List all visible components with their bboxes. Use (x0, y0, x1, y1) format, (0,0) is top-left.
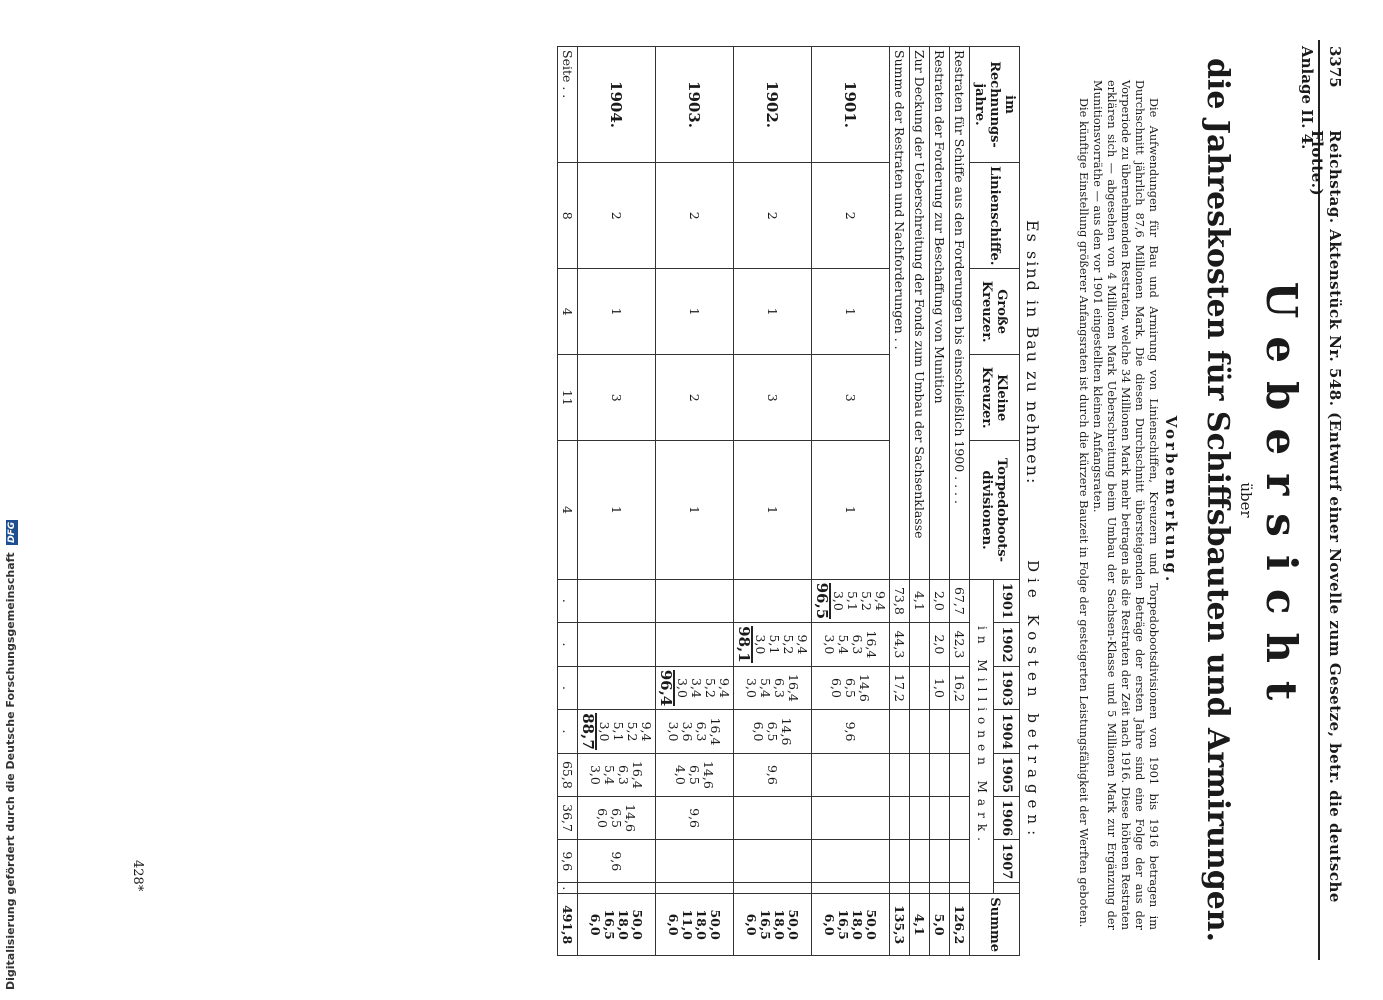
info-row-value (910, 840, 930, 883)
total-count: 4 (558, 269, 578, 355)
cost-cell (656, 753, 734, 796)
cost-value: 14,6 (857, 674, 873, 702)
cost-cell (578, 710, 656, 754)
cost-cell (812, 710, 890, 754)
info-row-value: 2,0 (930, 623, 950, 667)
info-row-value: 67,7 (950, 579, 970, 623)
ship-count: 3 (812, 355, 890, 441)
cost-value: 5,4 (602, 764, 618, 785)
ship-count: 1 (656, 441, 734, 579)
info-row-value (930, 753, 950, 796)
info-row-value (910, 666, 930, 710)
cost-value: 14,6 (701, 760, 717, 789)
info-row-value: 17,2 (890, 666, 910, 710)
total-row (558, 47, 578, 956)
ship-count: 2 (734, 163, 812, 269)
cost-cell (734, 840, 812, 883)
ship-count: 1 (734, 441, 812, 579)
summe-value: 50,0 (786, 909, 802, 940)
info-row-value: 73,8 (890, 579, 910, 623)
info-row-value (910, 710, 930, 754)
vorbemerkung-heading: Vorbemerkung. (1162, 415, 1180, 585)
info-row-label: Restraten der Forderung zur Beschaffung von Munition (930, 47, 950, 580)
cost-value: 3,0 (831, 590, 846, 611)
cost-cell (734, 796, 812, 839)
cost-cell (656, 710, 734, 754)
ship-count: 3 (734, 355, 812, 441)
total-year-value: . (558, 666, 578, 710)
cost-value: 6,5 (765, 721, 781, 742)
ship-count: 1 (578, 269, 656, 355)
year-total: 98,1 (735, 626, 753, 663)
info-row-value (930, 796, 950, 839)
cost-value: 5,2 (625, 721, 640, 742)
year-label: 1902. (734, 47, 812, 163)
info-row-label: Zur Deckung der Ueberschreitung der Fonds zum Umbau der Sachsenklasse (910, 47, 930, 580)
cost-value: 9,4 (873, 590, 888, 611)
header-year-1906: 1906 (994, 796, 1020, 839)
cost-value: 4,0 (673, 764, 689, 785)
rotated-sheet (110, 40, 1350, 960)
year-row (812, 47, 890, 956)
cost-cell (656, 623, 734, 667)
blank-cell (812, 883, 890, 894)
header-grosse-kreuzer: Große Kreuzer. (970, 269, 1020, 355)
cost-value: 9,4 (639, 721, 654, 742)
cost-value: 3,0 (675, 678, 690, 698)
info-row-summe: 4,1 (910, 894, 930, 956)
info-row-value (950, 710, 970, 754)
cost-cell (578, 796, 656, 839)
summe-value: 6,0 (588, 913, 604, 936)
info-row-value (910, 796, 930, 839)
header-year-1902: 1902 (994, 623, 1020, 667)
summe-value: 18,0 (850, 909, 866, 940)
page-number: 3375 (1326, 46, 1344, 88)
total-summe: 491,8 (558, 894, 578, 956)
cost-cell (578, 623, 656, 667)
total-count: 4 (558, 441, 578, 579)
cost-value: 6,5 (609, 808, 625, 829)
info-row-summe: 135,3 (890, 894, 910, 956)
die-kosten-label: Die Kosten betragen: (1024, 560, 1042, 842)
year-label: 1903. (656, 47, 734, 163)
cost-value: 6,3 (616, 764, 632, 785)
info-row-value (910, 623, 930, 667)
table-header-row (994, 47, 1020, 956)
total-year-value: . (558, 710, 578, 754)
cost-value: 6,5 (843, 678, 859, 698)
cost-value: 3,6 (680, 721, 696, 742)
total-year-value: 65,8 (558, 753, 578, 796)
total-count: 11 (558, 355, 578, 441)
info-row-summe: 126,2 (950, 894, 970, 956)
cost-cell (812, 666, 890, 710)
info-row-value: 16,2 (950, 666, 970, 710)
running-header (1308, 40, 1350, 960)
summe-value: 6,0 (822, 913, 838, 936)
info-row-value (950, 840, 970, 883)
cost-value: 9,6 (765, 764, 781, 785)
summe-value: 6,0 (744, 913, 760, 936)
header-year: im Rechnungs-jahre. (970, 47, 1020, 163)
cost-value: 5,1 (845, 590, 860, 611)
info-row-value (890, 753, 910, 796)
ship-count: 2 (656, 355, 734, 441)
cost-value: 5,2 (859, 590, 874, 611)
year-summe (578, 894, 656, 956)
cost-value: 6,0 (595, 808, 611, 829)
cost-value: 3,0 (588, 764, 604, 785)
page-mark: 428* (130, 860, 145, 892)
header-kleine-kreuzer: Kleine Kreuzer. (970, 355, 1020, 441)
info-row-value (890, 883, 910, 894)
total-year-value: . (558, 623, 578, 667)
ship-count: 2 (578, 163, 656, 269)
info-row-value (950, 753, 970, 796)
header-summe: Summe (970, 894, 1020, 956)
running-title: Reichstag. Aktenstück Nr. 548. (Entwurf einer Novelle zum Gesetze, betr. die deutsche Flotte.) (1308, 130, 1344, 903)
info-row-value (950, 883, 970, 894)
header-linienschiffe: Linienschiffe. (970, 163, 1020, 269)
summe-value: 16,5 (602, 909, 618, 940)
info-row-value: 42,3 (950, 623, 970, 667)
summe-value: 11,0 (680, 909, 696, 940)
cost-value: 14,6 (779, 717, 795, 746)
info-row-value: 4,1 (910, 579, 930, 623)
digitization-credit (0, 0, 30, 1000)
info-row-value: 2,0 (930, 579, 950, 623)
info-row-value (950, 796, 970, 839)
cost-cell (656, 840, 734, 883)
total-row-label: Seite . . (558, 47, 578, 163)
summe-value: 50,0 (630, 909, 646, 940)
year-summe (812, 894, 890, 956)
cost-value: 6,0 (751, 721, 767, 742)
cost-cell (734, 753, 812, 796)
cost-value: 9,4 (717, 678, 732, 698)
blank-cell (734, 883, 812, 894)
unit-label: in Millionen Mark. (970, 579, 994, 894)
header-year-1903: 1903 (994, 666, 1020, 710)
summe-value: 16,5 (836, 909, 852, 940)
blank-cell (656, 883, 734, 894)
ship-count: 3 (578, 355, 656, 441)
vorbemerkung-paragraph-2: Die künftige Einstellung größerer Anfangsraten ist durch die kürzere Bauzeit in Folge der gesteigerten Leistungsfähigkeit der Werften geboten. (1077, 98, 1090, 928)
dfg-logo: DFG (7, 521, 17, 543)
anlage-label: Anlage II. 4. (1298, 46, 1316, 150)
year-label: 1901. (812, 47, 890, 163)
cost-value: 9,6 (843, 721, 859, 742)
info-row-value (890, 796, 910, 839)
summe-value: 6,0 (666, 913, 682, 936)
info-row (910, 47, 930, 956)
info-row-summe: 5,0 (930, 894, 950, 956)
year-total: 96,4 (657, 669, 675, 707)
year-row (578, 47, 656, 956)
info-row-value (930, 883, 950, 894)
info-row-value (930, 840, 950, 883)
header-year-1904: 1904 (994, 710, 1020, 754)
cost-value: 5,2 (781, 634, 796, 655)
info-row-value (910, 753, 930, 796)
cost-cell (578, 753, 656, 796)
summe-value: 16,5 (758, 909, 774, 940)
info-row-value (890, 840, 910, 883)
vorbemerkung-paragraph-1: Die Aufwendungen für Bau und Armirung von Linienschiffen, Kreuzern und Torpedobootsdivisionen von 1901 bis 1916 betragen im Durchschnitt jährlich 87,6 Millionen Mark. Die diesen Durchschnitt übersteigenden Beträge der ersten Jahre sind eine Folge der aus der Vorperiode zu übernehmenden Restraten, welche 34 Millionen Mark mehr betragen als die Restraten der Zeit nach 1916. Diese höheren Restraten erklären sich — abgesehen von 4 Millionen Mark Ueberschreitung beim Umbau der Sachsen-Klasse und 5 Millionen Mark zur Ergänzung der Munitionsvorräthe — aus den vor 1901 eingestellten kleinen Anfangsraten. (1091, 80, 1160, 930)
cost-value: 5,1 (611, 721, 626, 742)
cost-cell (734, 623, 812, 667)
document-title: Uebersicht (1257, 281, 1306, 719)
cost-cell (812, 840, 890, 883)
cost-value: 6,3 (772, 678, 788, 698)
document-subtitle: die Jahreskosten für Schiffsbauten und Armirungen. (1200, 57, 1235, 943)
cost-table (557, 46, 1020, 956)
cost-value: 3,0 (822, 634, 838, 655)
ship-count: 1 (812, 441, 890, 579)
cost-cell (656, 666, 734, 710)
total-count: 8 (558, 163, 578, 269)
ship-count: 1 (578, 441, 656, 579)
total-year-value: . (558, 579, 578, 623)
info-row-value (930, 710, 950, 754)
cost-value: 5,1 (767, 634, 782, 655)
info-row (930, 47, 950, 956)
cost-cell (812, 579, 890, 623)
cost-cell (734, 710, 812, 754)
info-row-value: 44,3 (890, 623, 910, 667)
total-year-value: 36,7 (558, 796, 578, 839)
title-connector: über (1237, 482, 1255, 518)
cost-value: 3,0 (753, 634, 768, 655)
summe-value: 18,0 (616, 909, 632, 940)
cost-value: 16,4 (864, 630, 880, 659)
cost-value: 9,6 (687, 808, 703, 829)
info-row-value (910, 883, 930, 894)
credit-text: Digitalisierung gefördert durch die Deutsche Forschungsgemeinschaft (4, 552, 17, 990)
cost-cell (734, 579, 812, 623)
header-year-1901: 1901 (994, 579, 1020, 623)
cost-value: 9,6 (609, 851, 625, 872)
cost-value: 16,4 (708, 717, 724, 746)
ship-count: 1 (656, 269, 734, 355)
ship-count: 2 (656, 163, 734, 269)
cost-value: 6,5 (687, 764, 703, 785)
year-row (656, 47, 734, 956)
cost-value: 6,0 (829, 678, 845, 698)
cost-cell (734, 666, 812, 710)
cost-cell (812, 623, 890, 667)
blank-cell (578, 883, 656, 894)
info-row-label: Restraten für Schiffe aus den Forderungen bis einschließlich 1900 . . . . (950, 47, 970, 580)
summe-value: 50,0 (864, 909, 880, 940)
year-total: 88,7 (579, 713, 597, 750)
vorbemerkung-text (1076, 80, 1160, 930)
summe-value: 50,0 (708, 909, 724, 940)
cost-value: 3,0 (666, 721, 682, 742)
cost-value: 6,3 (850, 634, 866, 655)
summe-value: 18,0 (772, 909, 788, 940)
cost-value: 16,4 (786, 674, 802, 702)
info-row-value (890, 710, 910, 754)
year-row (734, 47, 812, 956)
document-page (40, 40, 1360, 960)
ship-count: 1 (812, 269, 890, 355)
year-summe (734, 894, 812, 956)
cost-cell (578, 579, 656, 623)
cost-value: 6,3 (694, 721, 710, 742)
cost-cell (812, 753, 890, 796)
header-year-1905: 1905 (994, 753, 1020, 796)
cost-cell (578, 666, 656, 710)
info-row (890, 47, 910, 956)
year-total: 96,5 (813, 582, 831, 620)
info-row (950, 47, 970, 956)
cost-value: 16,4 (630, 760, 646, 789)
es-sind-label: Es sind in Bau zu nehmen: (1023, 220, 1042, 486)
info-row-label: Summe der Restraten und Nachforderungen . . (890, 47, 910, 580)
info-row-value: 1,0 (930, 666, 950, 710)
total-year-value: 9,6 (558, 840, 578, 883)
cost-cell (578, 840, 656, 883)
cost-value: 5,4 (758, 678, 774, 698)
title-block (1200, 40, 1310, 960)
year-label: 1904. (578, 47, 656, 163)
cost-value: 5,4 (836, 634, 852, 655)
cost-value: 3,4 (689, 678, 704, 698)
cost-cell (656, 796, 734, 839)
summe-value: 18,0 (694, 909, 710, 940)
header-torpedo: Torpedoboots-divisionen. (970, 441, 1020, 579)
total-year-value: . (558, 883, 578, 894)
ship-count: 2 (812, 163, 890, 269)
cost-value: 9,4 (795, 634, 810, 655)
cost-cell (812, 796, 890, 839)
header-blank (994, 883, 1020, 894)
cost-value: 5,2 (703, 678, 718, 698)
cost-value: 14,6 (623, 804, 639, 832)
header-year-1907: 1907 (994, 840, 1020, 883)
ship-count: 1 (734, 269, 812, 355)
cost-value: 3,0 (744, 678, 760, 698)
year-summe (656, 894, 734, 956)
cost-cell (656, 579, 734, 623)
cost-value: 3,0 (597, 721, 612, 742)
